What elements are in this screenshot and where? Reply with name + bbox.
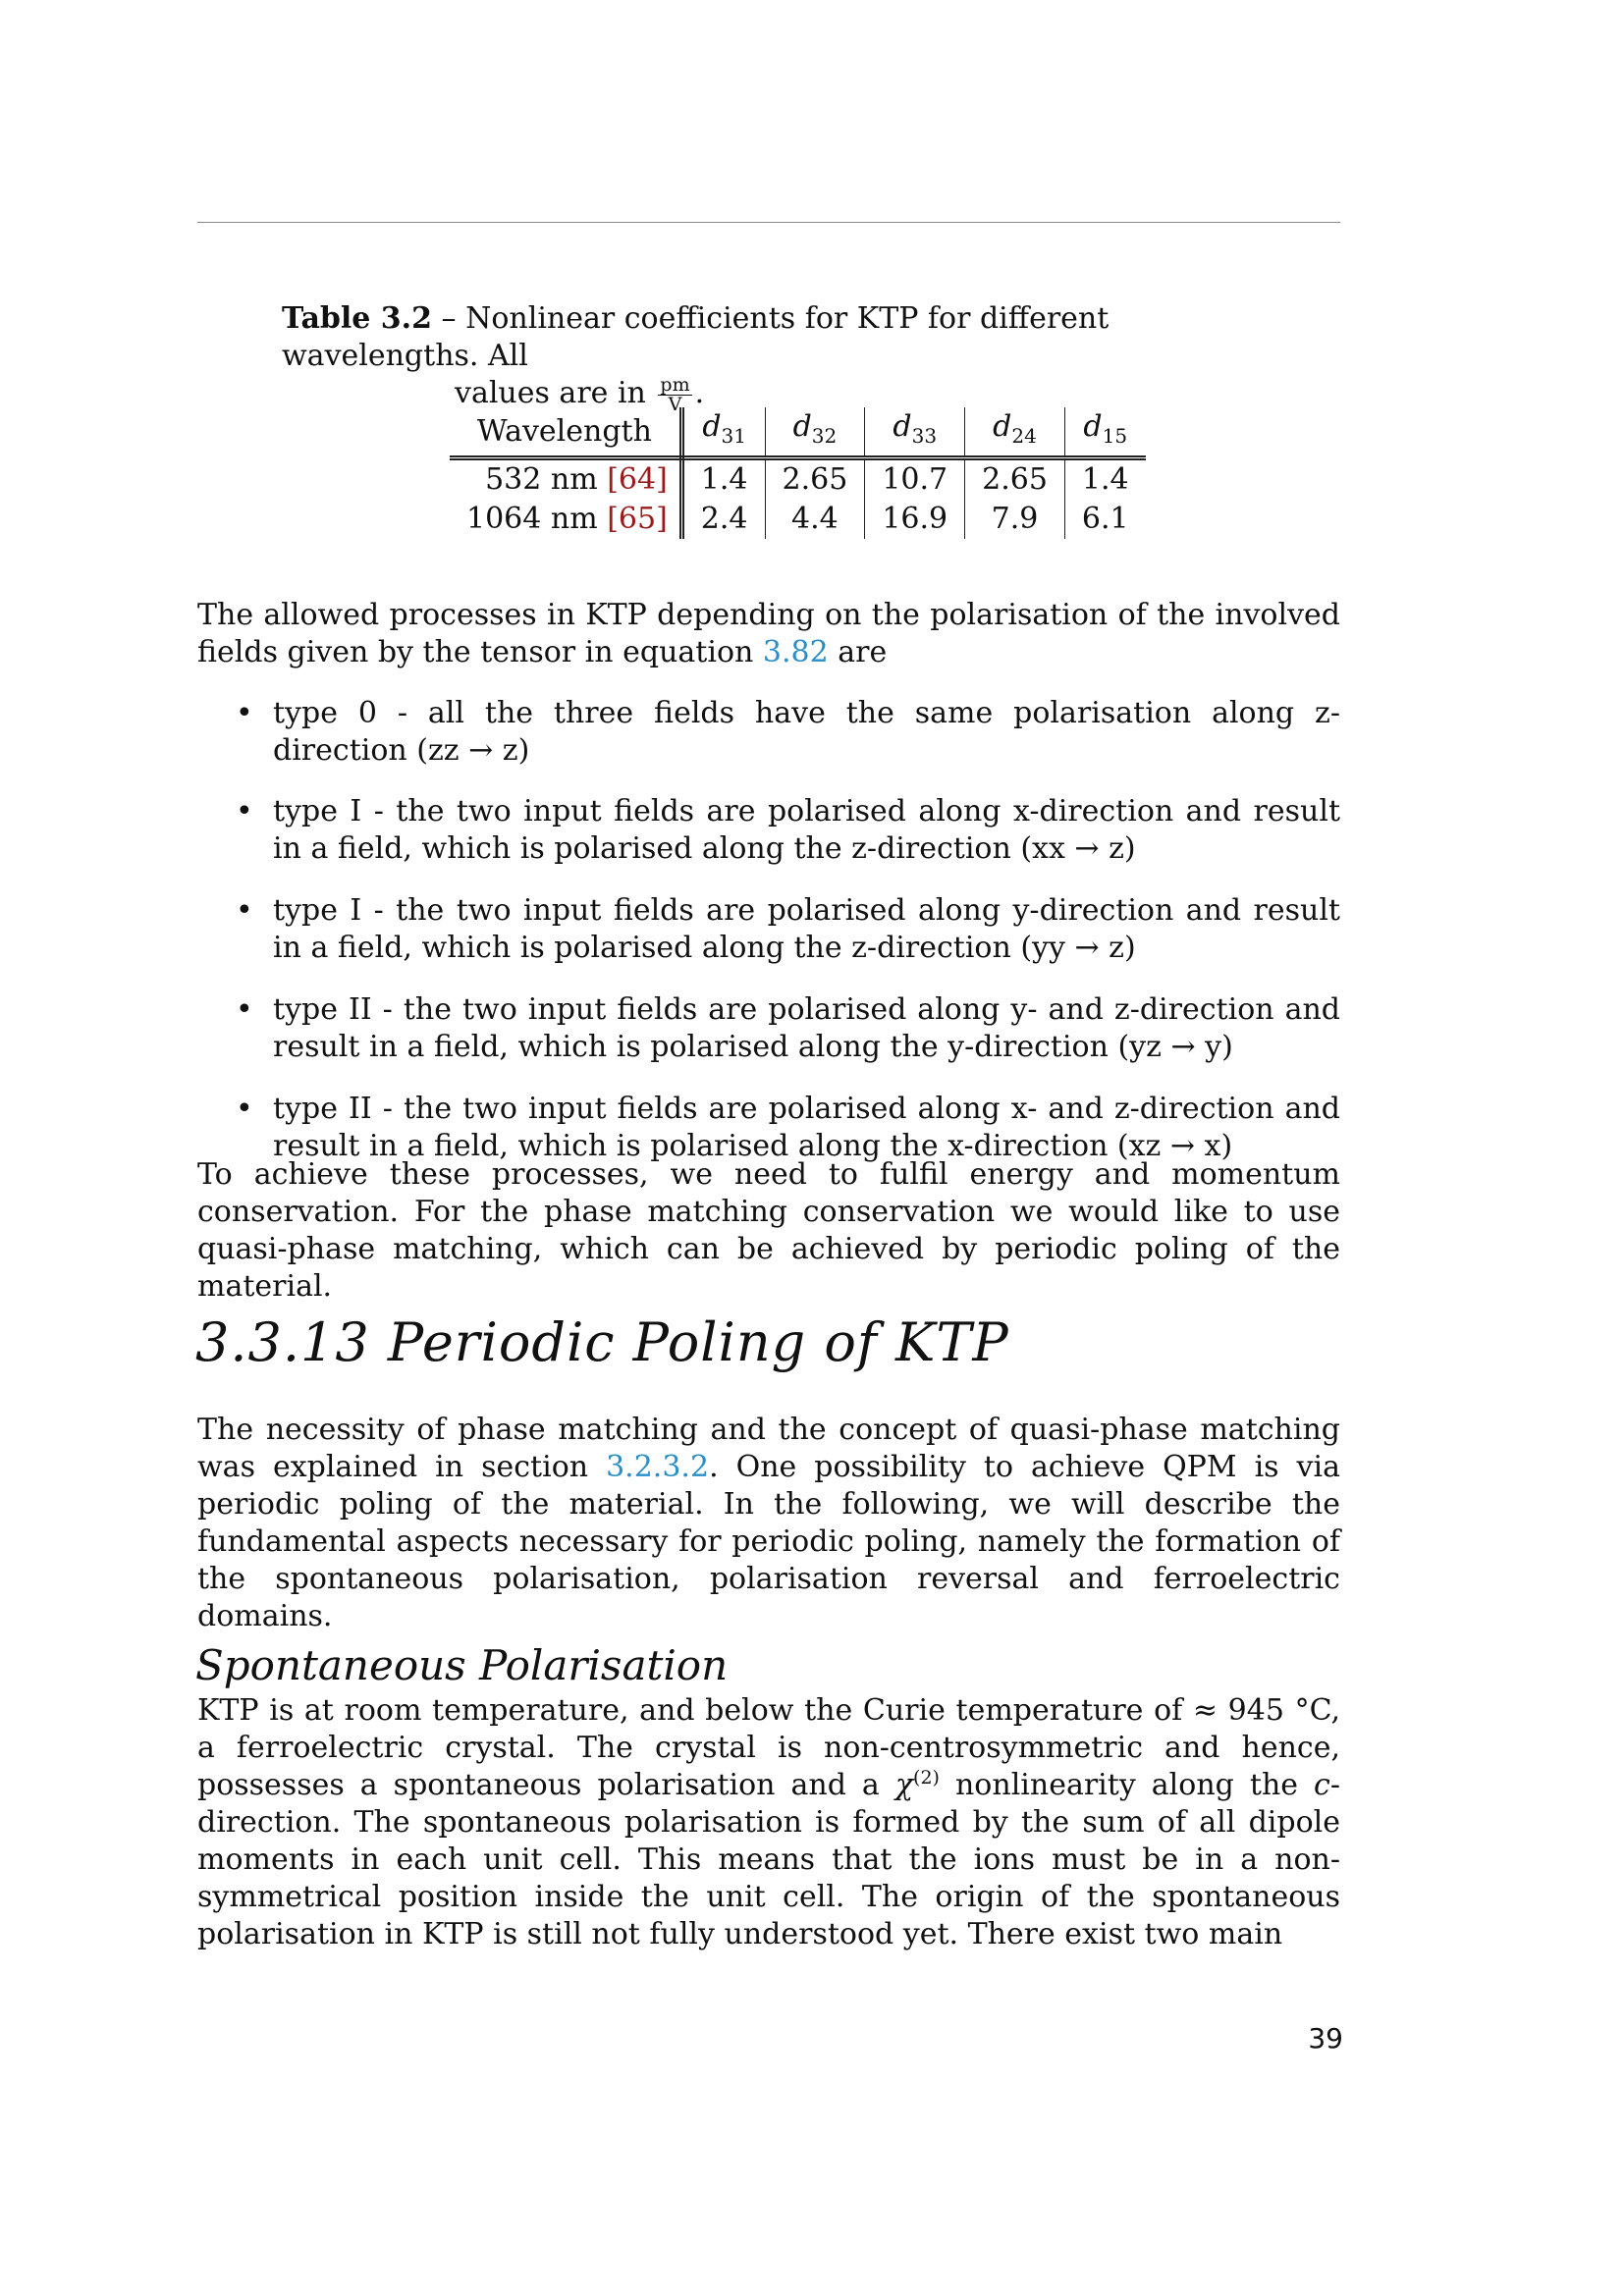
bullet-icon: • — [236, 1092, 253, 1126]
header-d24: $d_{24}$ — [965, 407, 1065, 458]
header-rule — [197, 222, 1340, 223]
list-item-text: type II - the two input fields are polarised along x- and z-direction and result in a field, which is polarised along the x-direction (xz → x) — [273, 1092, 1340, 1163]
table-caption-end: . — [694, 376, 705, 410]
list-item-text: type I - the two input fields are polarised along x-direction and result in a field, which is polarised along the z-direction (xx → z) — [273, 794, 1340, 866]
paragraph-text: The allowed processes in KTP depending on the polarisation of the involved fields given by the tensor in equation — [197, 598, 1340, 669]
page-number: 39 — [1308, 2022, 1343, 2055]
table-header-row — [450, 407, 1146, 458]
wavelength-value: 532 nm — [485, 462, 598, 497]
header-d31: $d_{31}$ — [681, 407, 765, 458]
equation-link[interactable]: 3.82 — [762, 635, 829, 669]
paragraph-text: The necessity of phase matching and the concept of quasi-phase matching was explained in section — [197, 1413, 1340, 1484]
paragraph-text: nonlinearity along the — [954, 1768, 1299, 1802]
cell-d24: 7.9 — [965, 500, 1065, 539]
paragraph-text: -direction. The spontaneous polarisation is formed by the sum of all dipole moments in each unit cell. This means that the ions must be in a non-symmetrical position inside the unit cell. The origin of the spontaneous polarisation in KTP is still not fully understood yet. There exist two main — [197, 1768, 1340, 1951]
list-item — [236, 1091, 1340, 1165]
citation-link[interactable]: [64] — [607, 462, 668, 497]
cell-d31: 2.4 — [700, 502, 748, 536]
list-item — [236, 892, 1340, 967]
table-caption-label: Table 3.2 — [282, 301, 432, 336]
bullet-icon: • — [236, 893, 253, 928]
list-item-text: type I - the two input fields are polarised along y-direction and result in a field, which is polarised along the z-direction (yy → z) — [273, 893, 1340, 965]
cell-d24: 2.65 — [965, 458, 1065, 501]
bullet-icon: • — [236, 992, 253, 1027]
table-caption-text: Nonlinear coefficients for KTP for different wavelengths. All — [282, 301, 1110, 373]
citation-link[interactable]: [65] — [607, 502, 668, 536]
header-d15: $d_{15}$ — [1064, 407, 1145, 458]
cell-d32: 2.65 — [765, 458, 865, 501]
table-caption-dash: – — [441, 301, 457, 336]
cell-d15: 1.4 — [1064, 458, 1145, 501]
table-row — [450, 458, 1146, 501]
unit-numerator: pm — [660, 373, 690, 396]
section-link[interactable]: 3.2.3.2 — [606, 1450, 710, 1484]
cell-d31: 1.4 — [700, 462, 748, 497]
process-type-list — [236, 695, 1340, 1165]
cell-d32: 4.4 — [765, 500, 865, 539]
bullet-icon: • — [236, 696, 253, 730]
paragraph-text: KTP is at room temperature, and below the Curie temperature of ≈ 945 °C, a ferroelectric crystal. The crystal is non-centrosymmetric and hence, possesses a spontaneous polarisation and a — [197, 1693, 1340, 1802]
cell-d33: 10.7 — [865, 458, 965, 501]
list-item-text: type 0 - all the three fields have the same polarisation along z-direction (zz → z) — [273, 696, 1340, 768]
c-axis-variable: c — [1314, 1768, 1330, 1802]
paragraph-qpm — [197, 1412, 1340, 1635]
table-caption — [282, 300, 1264, 414]
section-heading: 3.3.13 Periodic Poling of KTP — [195, 1311, 1009, 1373]
chi-superscript: (2) — [913, 1767, 940, 1789]
table-row — [450, 500, 1146, 539]
row-wavelength — [450, 458, 681, 501]
header-d32: $d_{32}$ — [765, 407, 865, 458]
header-wavelength: Wavelength — [450, 407, 681, 458]
table-caption-cont: values are in — [455, 376, 646, 410]
list-item — [236, 793, 1340, 868]
paragraph-conservation: To achieve these processes, we need to fulfil energy and momentum conservation. For the phase matching conservation we would like to use quasi-phase matching, which can be achieved by periodic poling of the material. — [197, 1157, 1340, 1304]
cell-d15: 6.1 — [1064, 500, 1145, 539]
wavelength-value: 1064 nm — [466, 502, 598, 536]
paragraph-processes — [197, 597, 1340, 671]
chi-symbol: χ — [894, 1768, 914, 1802]
subsection-heading: Spontaneous Polarisation — [195, 1641, 729, 1689]
list-item-text: type II - the two input fields are polarised along y- and z-direction and result in a field, which is polarised along the y-direction (yz → y) — [273, 992, 1340, 1064]
unit-denominator: V — [668, 393, 682, 415]
coefficients-table — [450, 407, 1146, 539]
paragraph-text: . One possibility to achieve QPM is via periodic poling of the material. In the following, we will describe the fundamental aspects necessary for periodic poling, namely the formation of the spontaneous polarisation, polarisation reversal and ferroelectric domains. — [197, 1450, 1340, 1633]
row-wavelength — [450, 500, 681, 539]
paragraph-spontaneous — [197, 1692, 1340, 1953]
list-item — [236, 991, 1340, 1066]
cell-d33: 16.9 — [865, 500, 965, 539]
paragraph-text: are — [838, 635, 888, 669]
bullet-icon: • — [236, 794, 253, 828]
header-d33: $d_{33}$ — [865, 407, 965, 458]
list-item — [236, 695, 1340, 770]
